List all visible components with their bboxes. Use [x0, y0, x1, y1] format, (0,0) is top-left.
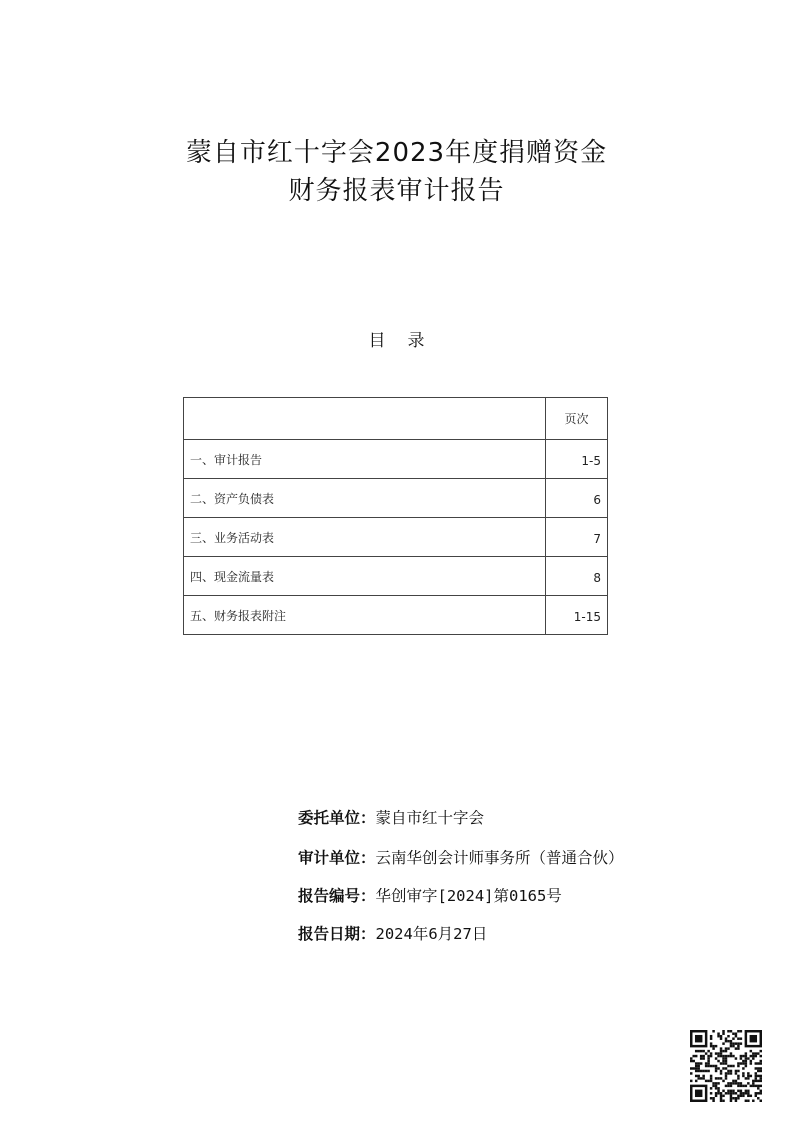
toc-item-label: 一、审计报告: [184, 440, 546, 479]
report-date-label: 报告日期：: [298, 925, 376, 943]
toc-item-label: 三、业务活动表: [184, 518, 546, 557]
toc-header-item-cell: [184, 398, 546, 440]
toc-item-page: 6: [546, 479, 608, 518]
client-value: 蒙自市红十字会: [375, 809, 485, 827]
client-label: 委托单位：: [298, 809, 376, 827]
toc-table: [183, 397, 608, 635]
auditor-line: [298, 846, 624, 868]
toc-heading: 目录: [368, 331, 447, 351]
toc-item-page: 1-15: [546, 596, 608, 635]
toc-row: [184, 596, 608, 635]
report-title-line-2: 财务报表审计报告: [288, 176, 505, 206]
toc-item-page: 8: [546, 557, 608, 596]
report-number-line: [298, 884, 562, 906]
toc-header-row: [184, 398, 608, 440]
toc-row: [184, 518, 608, 557]
toc-item-page: 1-5: [546, 440, 608, 479]
report-date-line: [298, 922, 487, 944]
report-date-value: 2024年6月27日: [375, 925, 488, 943]
toc-item-label: 五、财务报表附注: [184, 596, 546, 635]
auditor-label: 审计单位：: [298, 849, 376, 867]
toc-item-label: 四、现金流量表: [184, 557, 546, 596]
toc-header-page: 页次: [546, 398, 608, 440]
client-line: [298, 806, 484, 828]
report-number-label: 报告编号：: [298, 887, 376, 905]
qr-code-icon: [690, 1030, 762, 1102]
toc-item-label: 二、资产负债表: [184, 479, 546, 518]
toc-row: [184, 557, 608, 596]
toc-row: [184, 440, 608, 479]
toc-item-page: 7: [546, 518, 608, 557]
toc-row: [184, 479, 608, 518]
report-title-line-1: 蒙自市红十字会2023年度捐赠资金: [185, 138, 608, 168]
auditor-value: 云南华创会计师事务所（普通合伙）: [375, 849, 624, 867]
report-number-value: 华创审字[2024]第0165号: [375, 887, 562, 905]
